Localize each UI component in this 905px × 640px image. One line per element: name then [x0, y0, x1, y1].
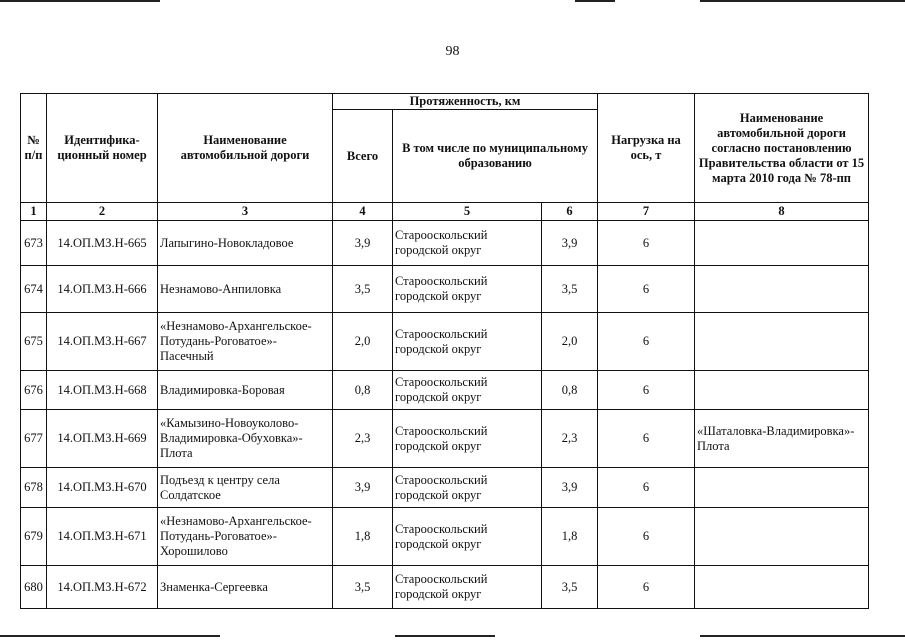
- scan-edge-line: [395, 635, 495, 637]
- table-row: [21, 221, 869, 266]
- page-number: 98: [445, 44, 460, 59]
- row-id: 14.ОП.МЗ.Н-671: [47, 508, 158, 566]
- row-id: 14.ОП.МЗ.Н-666: [47, 266, 158, 313]
- row-road-name: «Камызино-Новоуколово-Владимировка-Обуховка»-Плота: [158, 410, 333, 468]
- column-number: 7: [598, 203, 695, 221]
- scan-edge-line: [0, 0, 160, 2]
- row-num: 675: [21, 313, 47, 371]
- row-total-length: 3,9: [333, 221, 393, 266]
- row-resolution-name: [695, 468, 869, 508]
- header-total: Всего: [333, 110, 393, 203]
- row-municipality: Старооскольский городской округ: [393, 410, 542, 468]
- row-municipality: Старооскольский городской округ: [393, 266, 542, 313]
- row-municipal-length: 0,8: [542, 371, 598, 410]
- row-municipality: Старооскольский городской округ: [393, 221, 542, 266]
- row-resolution-name: [695, 221, 869, 266]
- row-num: 680: [21, 566, 47, 609]
- table-row: [21, 371, 869, 410]
- row-resolution-name: [695, 266, 869, 313]
- row-municipality: Старооскольский городской округ: [393, 508, 542, 566]
- row-municipal-length: 3,9: [542, 468, 598, 508]
- row-resolution-name: «Шаталовка-Владимировка»-Плота: [695, 410, 869, 468]
- row-road-name: Подъезд к центру села Солдатское: [158, 468, 333, 508]
- row-id: 14.ОП.МЗ.Н-667: [47, 313, 158, 371]
- row-num: 674: [21, 266, 47, 313]
- row-axle-load: 6: [598, 266, 695, 313]
- row-total-length: 3,5: [333, 266, 393, 313]
- header-municipal: В том числе по муниципальному образованию: [393, 110, 598, 203]
- column-number: 1: [21, 203, 47, 221]
- row-municipal-length: 1,8: [542, 508, 598, 566]
- row-municipal-length: 3,5: [542, 566, 598, 609]
- scan-edge-line: [700, 635, 905, 637]
- row-total-length: 0,8: [333, 371, 393, 410]
- row-municipality: Старооскольский городской округ: [393, 371, 542, 410]
- column-number: 4: [333, 203, 393, 221]
- header-num: № п/п: [21, 94, 47, 203]
- row-axle-load: 6: [598, 410, 695, 468]
- table-row: [21, 566, 869, 609]
- scan-edge-line: [0, 635, 220, 637]
- row-num: 673: [21, 221, 47, 266]
- column-number: 8: [695, 203, 869, 221]
- row-municipality: Старооскольский городской округ: [393, 468, 542, 508]
- roads-table: [20, 93, 869, 609]
- row-resolution-name: [695, 508, 869, 566]
- column-number: 3: [158, 203, 333, 221]
- table-row: [21, 410, 869, 468]
- row-axle-load: 6: [598, 566, 695, 609]
- row-resolution-name: [695, 371, 869, 410]
- row-total-length: 3,5: [333, 566, 393, 609]
- row-road-name: «Незнамово-Архангельское-Потудань-Роговатое»-Пасечный: [158, 313, 333, 371]
- table-row: [21, 508, 869, 566]
- row-total-length: 2,0: [333, 313, 393, 371]
- scan-edge-line: [700, 0, 905, 2]
- row-municipality: Старооскольский городской округ: [393, 313, 542, 371]
- column-number: 2: [47, 203, 158, 221]
- table-row: [21, 468, 869, 508]
- column-number: 6: [542, 203, 598, 221]
- row-municipal-length: 3,5: [542, 266, 598, 313]
- row-resolution-name: [695, 566, 869, 609]
- row-resolution-name: [695, 313, 869, 371]
- row-num: 679: [21, 508, 47, 566]
- row-road-name: Знаменка-Сергеевка: [158, 566, 333, 609]
- row-id: 14.ОП.МЗ.Н-668: [47, 371, 158, 410]
- row-road-name: «Незнамово-Архангельское-Потудань-Роговатое»-Хорошилово: [158, 508, 333, 566]
- scan-edge-line: [575, 0, 615, 2]
- row-municipality: Старооскольский городской округ: [393, 566, 542, 609]
- row-road-name: Незнамово-Анпиловка: [158, 266, 333, 313]
- row-municipal-length: 2,3: [542, 410, 598, 468]
- header-length-group: Протяженность, км: [333, 94, 598, 110]
- row-axle-load: 6: [598, 371, 695, 410]
- row-axle-load: 6: [598, 508, 695, 566]
- row-road-name: Владимировка-Боровая: [158, 371, 333, 410]
- row-id: 14.ОП.МЗ.Н-665: [47, 221, 158, 266]
- header-name: Наименование автомобильной дороги: [158, 94, 333, 203]
- row-id: 14.ОП.МЗ.Н-672: [47, 566, 158, 609]
- table-row: [21, 266, 869, 313]
- row-total-length: 2,3: [333, 410, 393, 468]
- row-total-length: 3,9: [333, 468, 393, 508]
- row-axle-load: 6: [598, 313, 695, 371]
- row-num: 677: [21, 410, 47, 468]
- row-municipal-length: 2,0: [542, 313, 598, 371]
- row-axle-load: 6: [598, 468, 695, 508]
- header-load: Нагрузка на ось, т: [598, 94, 695, 203]
- header-resolution: Наименование автомобильной дороги согласно постановлению Правительства области от 15 марта 2010 года № 78-пп: [695, 94, 869, 203]
- row-num: 676: [21, 371, 47, 410]
- row-num: 678: [21, 468, 47, 508]
- row-municipal-length: 3,9: [542, 221, 598, 266]
- header-id: Идентифика-ционный номер: [47, 94, 158, 203]
- row-road-name: Лапыгино-Новокладовое: [158, 221, 333, 266]
- column-number: 5: [393, 203, 542, 221]
- row-id: 14.ОП.МЗ.Н-669: [47, 410, 158, 468]
- row-total-length: 1,8: [333, 508, 393, 566]
- table-row: [21, 313, 869, 371]
- row-axle-load: 6: [598, 221, 695, 266]
- row-id: 14.ОП.МЗ.Н-670: [47, 468, 158, 508]
